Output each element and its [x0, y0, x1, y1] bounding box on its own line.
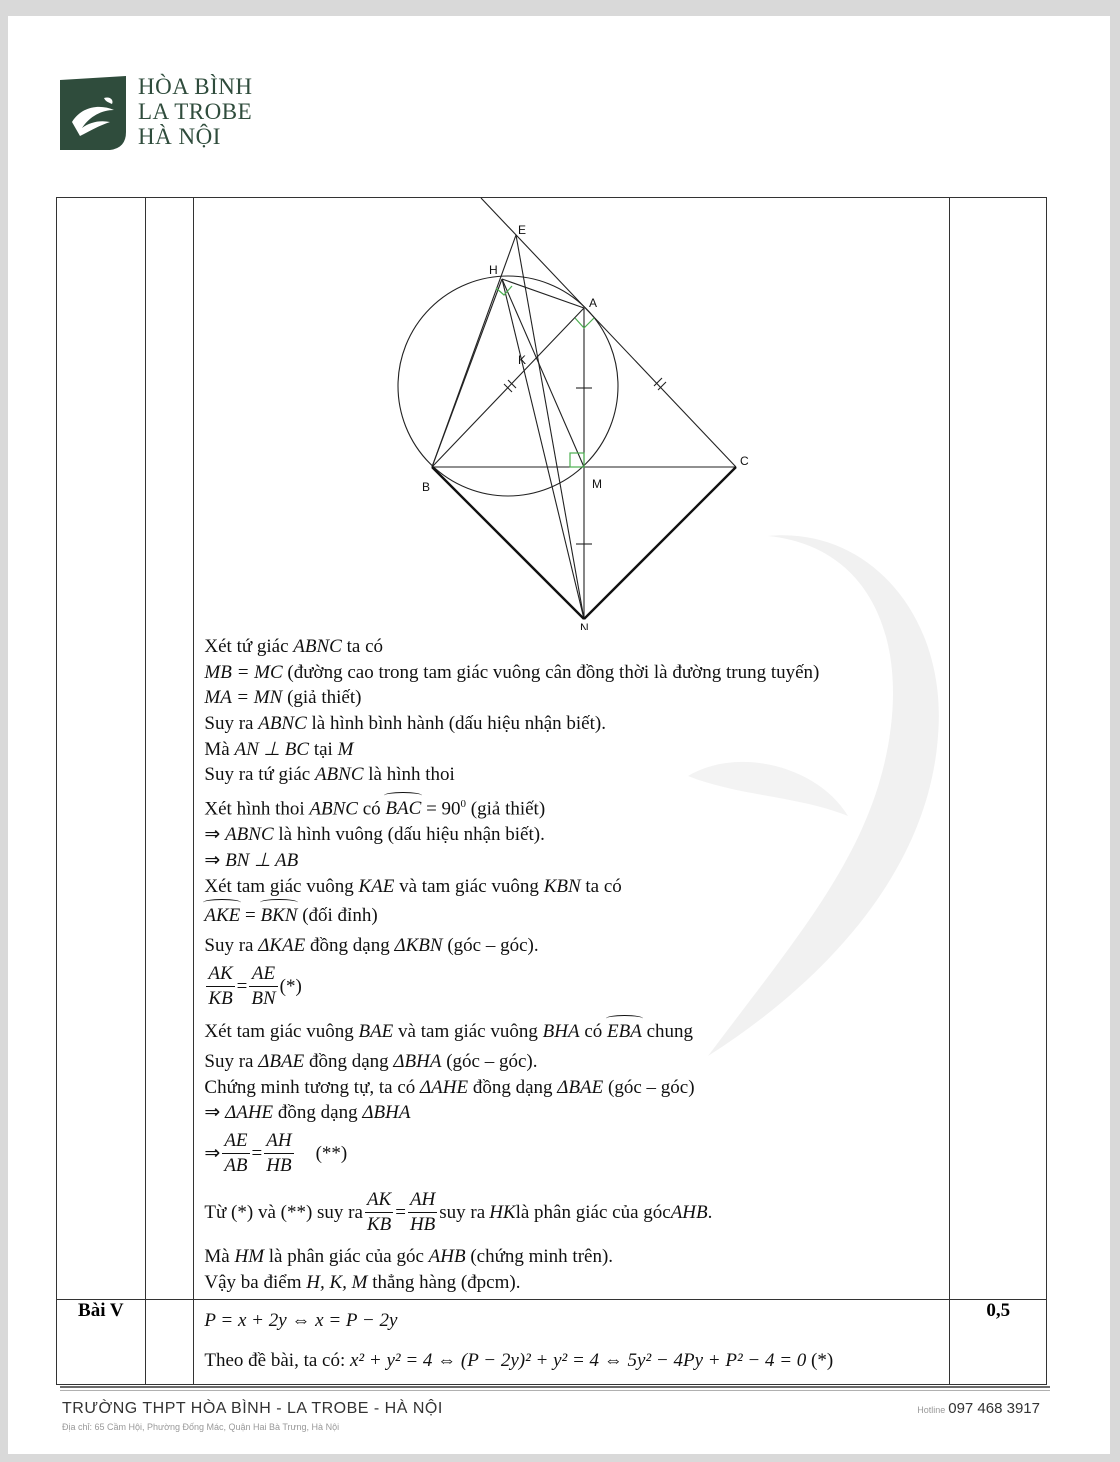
solution-line: Mà AN ⊥ BC tại M	[204, 738, 354, 760]
label-e: E	[518, 223, 527, 237]
bird-emblem-icon	[60, 76, 126, 150]
solution-line: ⇒ ΔAHE đồng dạng ΔBHA	[204, 1102, 411, 1124]
solution-line: ⇒ ABNC là hình vuông (dấu hiệu nhận biết).	[204, 824, 545, 846]
segment-hm	[502, 279, 584, 467]
content-cell	[194, 198, 950, 1300]
document-page	[8, 16, 1110, 1454]
label-m: M	[592, 477, 603, 491]
solution-line: Suy ra ΔKAE đồng dạng ΔKBN (góc – góc).	[204, 935, 539, 957]
label-n: N	[580, 621, 590, 630]
solution-line: Chứng minh tương tự, ta có ΔAHE đồng dạng ΔBAE (góc – góc)	[204, 1076, 695, 1098]
footer-school-name: TRƯỜNG THPT HÒA BÌNH - LA TROBE - HÀ NỘI	[62, 1400, 443, 1417]
solution-line: Suy ra ΔBAE đồng dạng ΔBHA (góc – góc).	[204, 1050, 538, 1072]
segment-cn	[584, 467, 736, 619]
logo-line-1: HÒA BÌNH	[138, 74, 253, 99]
school-logo	[60, 74, 300, 174]
right-angle-m	[570, 453, 584, 467]
line-ec	[481, 198, 736, 467]
fraction: $\frac{AK}{KB}$	[208, 963, 233, 1010]
question-cell	[57, 198, 146, 1300]
fraction: $\frac{AE}{BN}$	[251, 963, 276, 1010]
solution-line: Xét hình thoi ABNC có BAC = $90^0$ (giả thiết)	[204, 788, 949, 822]
solution-fraction-line: $\frac{AK}{KB}$ = $\frac{AE}{BN}$ (*)	[208, 963, 302, 1010]
solution-fraction-line: Từ (*) và (**) suy ra $\frac{AK}{KB}$ = $\frac{AH}{HB}$ suy ra HK là phân giác của góc AHB .	[204, 1189, 713, 1236]
solution-line: ⇒ BN ⊥ AB	[204, 849, 299, 871]
solution-line: AKE = BKN (đối đỉnh)	[204, 899, 949, 933]
label-k: K	[518, 353, 527, 367]
fraction: $\frac{AH}{HB}$	[266, 1130, 292, 1177]
solution-line: P = x + 2y ⇔ x = P − 2y	[204, 1310, 398, 1332]
segment-bh	[432, 279, 502, 467]
solution-text	[194, 630, 949, 1299]
fraction: $\frac{AK}{KB}$	[366, 1189, 392, 1236]
solution-fraction-line: ⇒ $\frac{AE}{AB}$ = $\frac{AH}{HB}$ (**)	[204, 1130, 348, 1177]
geometry-figure	[194, 198, 949, 630]
footer-address: Địa chỉ: 65 Cầm Hội, Phường Đống Mác, Quận Hai Bà Trưng, Hà Nội	[62, 1422, 340, 1432]
footer-divider	[60, 1386, 1050, 1388]
solution-line: Mà HM là phân giác của góc AHB (chứng minh trên).	[204, 1245, 614, 1267]
label-h: H	[489, 263, 499, 277]
score-cell	[950, 198, 1047, 1300]
solution-line: Suy ra ABNC là hình bình hành (dấu hiệu nhận biết).	[204, 713, 606, 735]
label-a: A	[589, 296, 598, 310]
solution-line: Xét tam giác vuông KAE và tam giác vuông KBN ta có	[204, 875, 622, 897]
content-cell	[194, 1300, 950, 1385]
logo-line-2: LA TROBE	[138, 99, 253, 124]
solution-table	[56, 197, 1047, 1385]
footer-divider	[60, 1390, 1050, 1391]
circle-abm	[398, 276, 618, 496]
part-cell	[145, 1300, 194, 1385]
part-cell	[145, 198, 194, 1300]
solution-line: MB = MC (đường cao trong tam giác vuông cân đồng thời là đường trung tuyến)	[204, 661, 820, 683]
solution-line: Xét tam giác vuông BAE và tam giác vuông BHA có EBA chung	[204, 1015, 949, 1049]
solution-line: Vậy ba điểm H, K, M thẳng hàng (đpcm).	[204, 1271, 521, 1293]
segment-hn	[502, 279, 584, 619]
solution-line: Xét tứ giác ABNC ta có	[204, 636, 384, 657]
table-row	[57, 1300, 1047, 1385]
bai5-text	[194, 1300, 949, 1384]
geometry-diagram	[194, 198, 949, 630]
solution-line: Suy ra tứ giác ABNC là hình thoi	[204, 764, 455, 786]
table-row	[57, 198, 1047, 1300]
fraction: $\frac{AE}{AB}$	[224, 1130, 248, 1177]
logo-line-3: HÀ NỘI	[138, 124, 221, 149]
footer-hotline	[917, 1400, 1040, 1417]
label-b: B	[422, 480, 431, 494]
label-c: C	[740, 454, 750, 468]
hotline-number: 097 468 3917	[948, 1400, 1040, 1417]
solution-line: MA = MN (giả thiết)	[204, 687, 362, 709]
fraction: $\frac{AH}{HB}$	[409, 1189, 436, 1236]
solution-line: Theo đề bài, ta có: x² + y² = 4 ⇔ (P − 2y)² + y² = 4 ⇔ 5y² − 4Py + P² − 4 = 0 (*)	[204, 1350, 834, 1372]
score-value: 0,5	[950, 1300, 1047, 1385]
hotline-label: Hotline	[917, 1405, 946, 1415]
question-label: Bài V	[57, 1300, 146, 1385]
